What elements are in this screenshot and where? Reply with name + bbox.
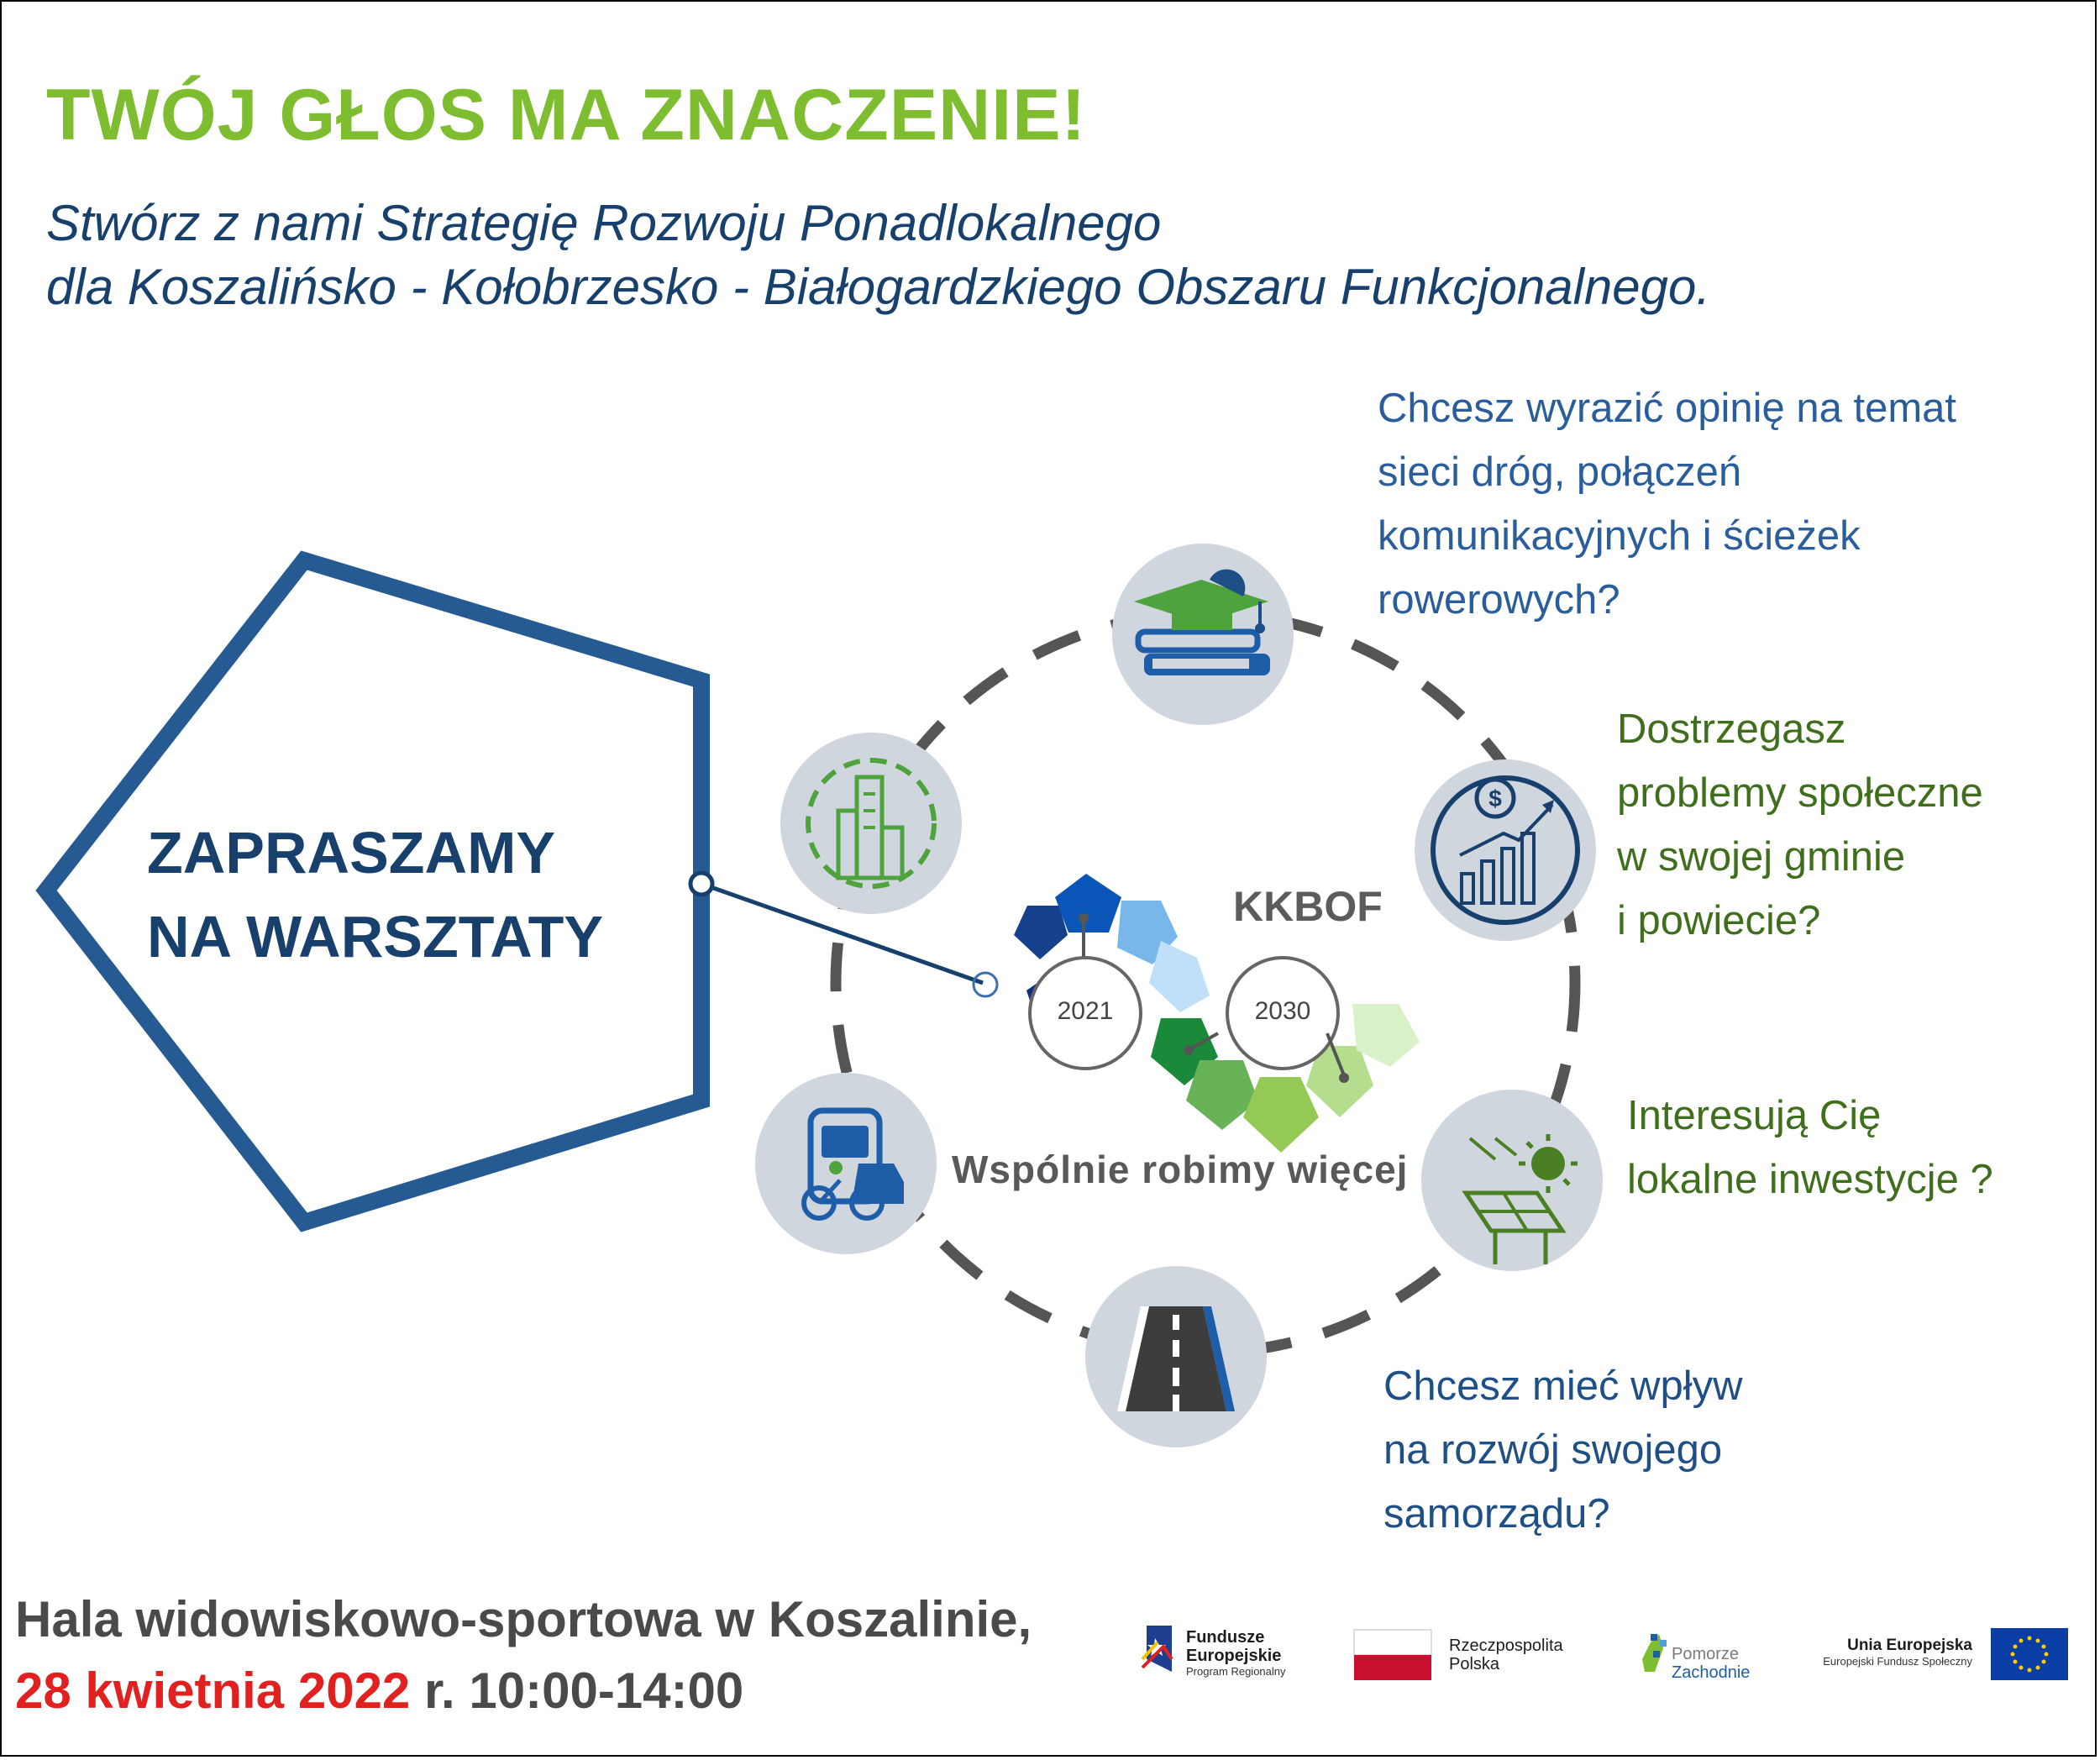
- question-investments-line-1: Interesują Cię: [1627, 1093, 1882, 1138]
- rp-logo-line-1: Rzeczpospolita: [1449, 1637, 1563, 1655]
- eu-flag-logo: [1991, 1628, 2068, 1680]
- event-time: r. 10:00-14:00: [410, 1663, 744, 1719]
- pentagon-5: [1149, 941, 1210, 1012]
- rp-logo-line-2: Polska: [1449, 1655, 1500, 1673]
- road-icon: [1085, 1266, 1267, 1447]
- pentagon-g3: [1243, 1077, 1319, 1153]
- question-social-line-3: w swojej gminie: [1617, 834, 1906, 880]
- year-start-dot: [1079, 913, 1089, 923]
- question-social-line-2: problemy społeczne: [1617, 770, 1983, 816]
- pomorze-zachodnie-logo: [1642, 1634, 1667, 1672]
- question-investments: [1627, 1084, 1993, 1211]
- pz-logo-line-1: Pomorze: [1672, 1645, 1740, 1663]
- year-end-label: 2030: [1254, 997, 1311, 1025]
- year-start-label: 2021: [1057, 997, 1114, 1025]
- motto-label: Wspólnie robimy więcej: [952, 1148, 1409, 1191]
- question-roads-line-1: Chcesz wyrazić opinię na temat: [1378, 386, 1957, 431]
- date-label: [15, 1662, 743, 1720]
- pz-logo-line-2: Zachodnie: [1672, 1663, 1751, 1682]
- ue-logo-sub: Europejski Fundusz Społeczny: [1823, 1655, 1972, 1668]
- question-influence-line-1: Chcesz mieć wpływ: [1383, 1363, 1743, 1409]
- question-influence: [1383, 1354, 1742, 1546]
- transport-icon: [755, 1073, 937, 1254]
- question-influence-line-3: samorządu?: [1383, 1491, 1610, 1537]
- city-gear-icon: [780, 733, 962, 914]
- ue-logo-line-1: Unia Europejska: [1847, 1637, 1972, 1654]
- pentagon-node: [974, 973, 997, 996]
- year-end-dot-2: [1339, 1073, 1349, 1083]
- invite-line-1: ZAPRASZAMY: [147, 820, 556, 885]
- fe-logo-line-2: Europejskie: [1186, 1647, 1282, 1665]
- page-title: TWÓJ GŁOS MA ZNACZENIE!: [46, 75, 1087, 155]
- question-roads-line-3: komunikacyjnych i ścieżek: [1378, 513, 1861, 559]
- pentagon-2: [1014, 906, 1068, 959]
- fe-logo-text: [1186, 1628, 1286, 1678]
- question-roads: [1378, 376, 1956, 632]
- year-end-dot: [1184, 1045, 1194, 1055]
- finance-growth-icon: [1415, 759, 1596, 941]
- pz-logo-text: [1672, 1645, 1750, 1682]
- question-roads-line-4: rowerowych?: [1378, 577, 1620, 623]
- invite-line-2: NA WARSZTATY: [147, 904, 604, 969]
- rp-logo-text: [1449, 1637, 1563, 1673]
- question-social: [1617, 697, 1983, 953]
- question-social-line-1: Dostrzegasz: [1617, 707, 1846, 752]
- pentagon-3: [1055, 874, 1121, 933]
- brand-label: KKBOF: [1233, 883, 1383, 930]
- ue-logo-text: [1804, 1637, 1972, 1668]
- connector-node: [690, 873, 712, 895]
- question-roads-line-2: sieci dróg, połączeń: [1378, 449, 1742, 495]
- question-investments-line-2: lokalne inwestycje ?: [1627, 1157, 1993, 1202]
- subtitle-line-2: dla Koszalińsko - Kołobrzesko - Białogardzkiego Obszaru Funkcjonalnego.: [46, 259, 1711, 315]
- svg-text:$: $: [1488, 785, 1502, 812]
- question-social-line-4: i powiecie?: [1617, 898, 1821, 943]
- fe-logo-sub: Program Regionalny: [1186, 1665, 1286, 1678]
- solar-energy-icon: [1421, 1090, 1603, 1271]
- event-date: 28 kwietnia 2022: [15, 1663, 411, 1719]
- invite-text: [147, 811, 603, 979]
- question-influence-line-2: na rozwój swojego: [1383, 1427, 1723, 1473]
- venue-label: Hala widowiskowo-sportowa w Koszalinie,: [15, 1591, 1032, 1647]
- education-icon: [1112, 544, 1294, 725]
- subtitle-line-1: Stwórz z nami Strategię Rozwoju Ponadlokalnego: [46, 195, 1162, 251]
- fe-logo-line-1: Fundusze: [1186, 1628, 1265, 1647]
- polish-flag-logo: [1354, 1630, 1431, 1680]
- fundusze-europejskie-logo: [1142, 1626, 1172, 1672]
